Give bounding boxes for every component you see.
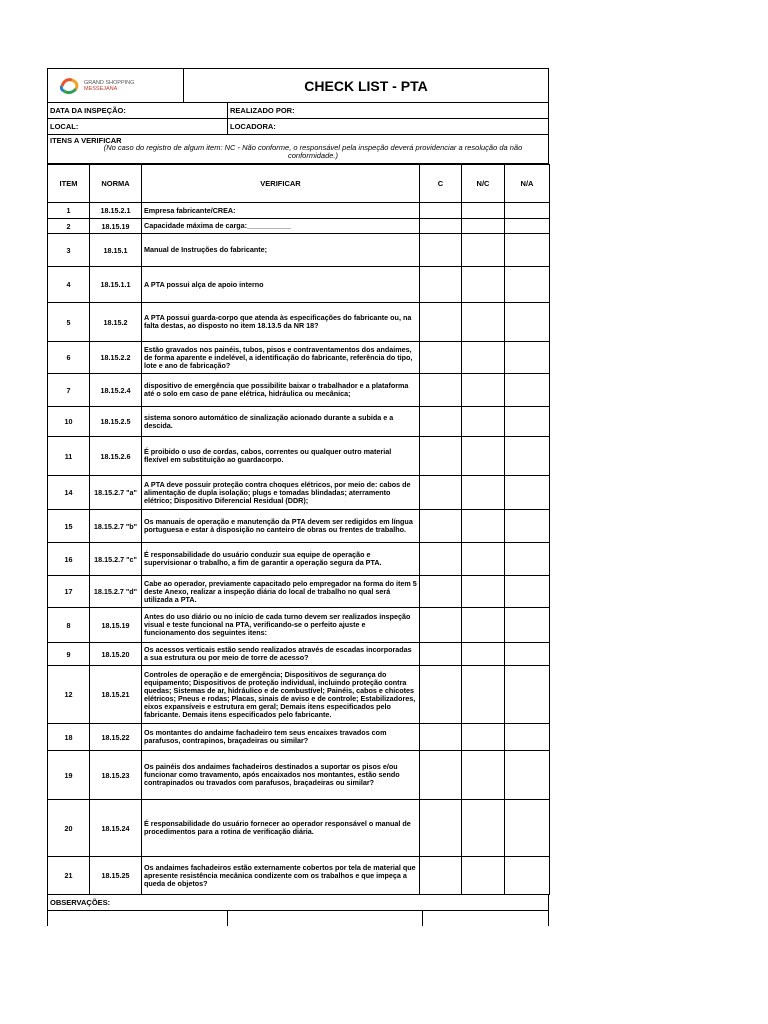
table-row xyxy=(48,203,550,219)
realizado-por-field[interactable]: REALIZADO POR: xyxy=(230,106,295,115)
check-na-cell[interactable] xyxy=(505,437,550,476)
column-header-c: C xyxy=(420,165,462,203)
check-c-cell[interactable] xyxy=(420,608,462,643)
check-nc-cell[interactable] xyxy=(462,342,505,374)
check-nc-cell[interactable] xyxy=(462,800,505,857)
norma-code: 18.15.24 xyxy=(90,800,142,857)
check-nc-cell[interactable] xyxy=(462,666,505,724)
verificar-text: É responsabilidade do usuário fornecer ao operador responsável o manual de procedimentos para a rotina de verificação diária. xyxy=(142,800,420,857)
local-field[interactable]: LOCAL: xyxy=(48,119,228,134)
table-row xyxy=(48,437,550,476)
items-intro-title: ITENS A VERIFICAR xyxy=(50,136,122,145)
verificar-text: Cabe ao operador, previamente capacitado pelo empregador na forma do item 5 deste Anexo, realizar a inspeção diária do local de trabalho no qual será utilizada a PTA. xyxy=(142,576,420,608)
column-header-verificar: VERIFICAR xyxy=(142,165,420,203)
item-number: 19 xyxy=(48,751,90,800)
table-row xyxy=(48,407,550,437)
column-header-item: ITEM xyxy=(48,165,90,203)
check-nc-cell[interactable] xyxy=(462,510,505,543)
item-number: 5 xyxy=(48,303,90,342)
verificar-text: É responsabilidade do usuário conduzir sua equipe de operação e supervisionar o trabalho, a fim de garantir a operação segura da PTA. xyxy=(142,543,420,576)
table-row xyxy=(48,608,550,643)
norma-code: 18.15.2.7 "c" xyxy=(90,543,142,576)
check-na-cell[interactable] xyxy=(505,857,550,895)
norma-code: 18.15.22 xyxy=(90,724,142,751)
check-nc-cell[interactable] xyxy=(462,543,505,576)
check-nc-cell[interactable] xyxy=(462,437,505,476)
header xyxy=(47,68,549,103)
item-number: 7 xyxy=(48,374,90,407)
table-row xyxy=(48,267,550,303)
check-c-cell[interactable] xyxy=(420,800,462,857)
verificar-text: Empresa fabricante/CREA: xyxy=(142,203,420,219)
check-na-cell[interactable] xyxy=(505,724,550,751)
checklist-sheet xyxy=(47,68,549,926)
items-intro-note: (No caso do registro de algum item: NC - Não conforme, o responsável pela inspeção deverá providenciar a resolução da não conformidade.) xyxy=(103,143,523,160)
verificar-text: Manual de Instruções do fabricante; xyxy=(142,234,420,267)
table-row xyxy=(48,219,550,234)
check-nc-cell[interactable] xyxy=(462,407,505,437)
norma-code: 18.15.2 xyxy=(90,303,142,342)
table-row xyxy=(48,576,550,608)
check-c-cell[interactable] xyxy=(420,303,462,342)
check-na-cell[interactable] xyxy=(505,800,550,857)
norma-code: 18.15.2.2 xyxy=(90,342,142,374)
table-row xyxy=(48,800,550,857)
check-c-cell[interactable] xyxy=(420,234,462,267)
norma-code: 18.15.2.7 "a" xyxy=(90,476,142,510)
verificar-text: Os montantes do andaime fachadeiro tem seus encaixes travados com parafusos, contrapinos, braçadeiras ou similar? xyxy=(142,724,420,751)
norma-code: 18.15.2.5 xyxy=(90,407,142,437)
table-row xyxy=(48,666,550,724)
verificar-text: É proibido o uso de cordas, cabos, correntes ou qualquer outro material flexível em substituição ao guardacorpo. xyxy=(142,437,420,476)
page-title: CHECK LIST - PTA xyxy=(304,77,428,94)
check-na-cell[interactable] xyxy=(505,510,550,543)
check-na-cell[interactable] xyxy=(505,219,550,234)
check-na-cell[interactable] xyxy=(505,608,550,643)
norma-code: 18.15.2.1 xyxy=(90,203,142,219)
verificar-text: Controles de operação e de emergência; Dispositivos de segurança do equipamento; Dispositivos de proteção individual, incluindo proteção contra quedas; Sistemas de ar, hidráulico e de combustível; Painéis, cabos e chicotes elétricos; Pneus e rodas; Placas, sinais de aviso e de controle; Estabilizadores, eixos expansíveis e estrutura em geral; Demais itens especificados pelo fabricante. Demais itens especificados pelo fabricante. xyxy=(142,666,420,724)
table-row xyxy=(48,510,550,543)
check-nc-cell[interactable] xyxy=(462,267,505,303)
item-number: 3 xyxy=(48,234,90,267)
check-na-cell[interactable] xyxy=(505,234,550,267)
check-na-cell[interactable] xyxy=(505,476,550,510)
check-na-cell[interactable] xyxy=(505,543,550,576)
check-nc-cell[interactable] xyxy=(462,643,505,666)
item-number: 1 xyxy=(48,203,90,219)
verificar-text: A PTA deve possuir proteção contra choques elétricos, por meio de: cabos de alimentação de dupla isolação; plugs e tomadas blindadas; aterramento elétrico; Dispositivo Diferencial Residual (DDR); xyxy=(142,476,420,510)
verificar-text: dispositivo de emergência que possibilite baixar o trabalhador e a plataforma até o solo em caso de pane elétrica, hidráulica ou mecânica; xyxy=(142,374,420,407)
check-nc-cell[interactable] xyxy=(462,857,505,895)
norma-code: 18.15.19 xyxy=(90,608,142,643)
check-na-cell[interactable] xyxy=(505,407,550,437)
item-number: 18 xyxy=(48,724,90,751)
item-number: 10 xyxy=(48,407,90,437)
verificar-text: Capacidade máxima de carga:___________ xyxy=(142,219,420,234)
check-nc-cell[interactable] xyxy=(462,374,505,407)
table-row xyxy=(48,857,550,895)
table-row xyxy=(48,374,550,407)
check-nc-cell[interactable] xyxy=(462,751,505,800)
verificar-text: Os andaimes fachadeiros estão externamente cobertos por tela de material que apresente resistência mecânica condizente com os trabalhos e que impeça a queda de objetos? xyxy=(142,857,420,895)
check-c-cell[interactable] xyxy=(420,219,462,234)
norma-code: 18.15.20 xyxy=(90,643,142,666)
item-number: 12 xyxy=(48,666,90,724)
check-na-cell[interactable] xyxy=(505,751,550,800)
item-number: 4 xyxy=(48,267,90,303)
norma-code: 18.15.1 xyxy=(90,234,142,267)
table-header-row xyxy=(48,165,550,203)
check-nc-cell[interactable] xyxy=(462,724,505,751)
table-row xyxy=(48,543,550,576)
check-c-cell[interactable] xyxy=(420,724,462,751)
check-c-cell[interactable] xyxy=(420,374,462,407)
locadora-field[interactable]: LOCADORA: xyxy=(230,122,276,131)
logo-text: GRAND SHOPPING xyxy=(84,79,135,86)
check-c-cell[interactable] xyxy=(420,751,462,800)
table-row xyxy=(48,643,550,666)
check-c-cell[interactable] xyxy=(420,666,462,724)
norma-code: 18.15.23 xyxy=(90,751,142,800)
check-c-cell[interactable] xyxy=(420,643,462,666)
item-number: 9 xyxy=(48,643,90,666)
check-na-cell[interactable] xyxy=(505,643,550,666)
check-c-cell[interactable] xyxy=(420,342,462,374)
check-nc-cell[interactable] xyxy=(462,576,505,608)
check-nc-cell[interactable] xyxy=(462,608,505,643)
check-c-cell[interactable] xyxy=(420,510,462,543)
logo-subtext: MESSEJANA xyxy=(84,85,118,92)
check-c-cell[interactable] xyxy=(420,267,462,303)
check-nc-cell[interactable] xyxy=(462,219,505,234)
check-c-cell[interactable] xyxy=(420,407,462,437)
norma-code: 18.15.25 xyxy=(90,857,142,895)
column-header-nc: N/C xyxy=(462,165,505,203)
verificar-text: Os painéis dos andaimes fachadeiros destinados a suportar os pisos e/ou funcionar como travamento, após encaixados nos montantes, estão sendo contrapinados ou travados com parafusos, braçadeiras ou similar? xyxy=(142,751,420,800)
table-row xyxy=(48,476,550,510)
item-number: 14 xyxy=(48,476,90,510)
norma-code: 18.15.1.1 xyxy=(90,267,142,303)
norma-code: 18.15.2.4 xyxy=(90,374,142,407)
data-inspecao-field[interactable]: DATA DA INSPEÇÃO: xyxy=(48,103,228,118)
table-row xyxy=(48,751,550,800)
item-number: 15 xyxy=(48,510,90,543)
item-number: 21 xyxy=(48,857,90,895)
checklist-table xyxy=(47,164,550,895)
norma-code: 18.15.19 xyxy=(90,219,142,234)
check-nc-cell[interactable] xyxy=(462,234,505,267)
verificar-text: Os manuais de operação e manutenção da PTA devem ser redigidos em língua portuguesa e estar à disposição no canteiro de obras ou frentes de trabalho. xyxy=(142,510,420,543)
check-na-cell[interactable] xyxy=(505,374,550,407)
check-nc-cell[interactable] xyxy=(462,476,505,510)
norma-code: 18.15.21 xyxy=(90,666,142,724)
item-number: 11 xyxy=(48,437,90,476)
verificar-text: Os acessos verticais estão sendo realizados através de escadas incorporadas a sua estrutura ou por meio de torre de acesso? xyxy=(142,643,420,666)
check-c-cell[interactable] xyxy=(420,576,462,608)
norma-code: 18.15.2.7 "b" xyxy=(90,510,142,543)
check-c-cell[interactable] xyxy=(420,203,462,219)
items-intro xyxy=(47,135,549,164)
table-row xyxy=(48,303,550,342)
check-c-cell[interactable] xyxy=(420,476,462,510)
item-number: 8 xyxy=(48,608,90,643)
verificar-text: A PTA possui alça de apoio interno xyxy=(142,267,420,303)
verificar-text: Estão gravados nos painéis, tubos, pisos e contraventamentos dos andaimes, de forma aparente e indelével, a identificação do fabricante, referência do tipo, lote e ano de fabricação? xyxy=(142,342,420,374)
check-na-cell[interactable] xyxy=(505,576,550,608)
grand-shopping-logo-icon xyxy=(60,77,80,95)
verificar-text: sistema sonoro automático de sinalização acionado durante a subida e a descida. xyxy=(142,407,420,437)
norma-code: 18.15.2.7 "d" xyxy=(90,576,142,608)
check-na-cell[interactable] xyxy=(505,303,550,342)
check-c-cell[interactable] xyxy=(420,543,462,576)
logo xyxy=(48,69,184,102)
check-nc-cell[interactable] xyxy=(462,303,505,342)
info-row-2 xyxy=(47,119,549,135)
item-number: 20 xyxy=(48,800,90,857)
table-row xyxy=(48,724,550,751)
item-number: 16 xyxy=(48,543,90,576)
check-na-cell[interactable] xyxy=(505,267,550,303)
norma-code: 18.15.2.6 xyxy=(90,437,142,476)
column-header-norma: NORMA xyxy=(90,165,142,203)
check-na-cell[interactable] xyxy=(505,203,550,219)
check-na-cell[interactable] xyxy=(505,342,550,374)
check-c-cell[interactable] xyxy=(420,857,462,895)
table-row xyxy=(48,234,550,267)
check-na-cell[interactable] xyxy=(505,666,550,724)
check-c-cell[interactable] xyxy=(420,437,462,476)
check-nc-cell[interactable] xyxy=(462,203,505,219)
observacoes-area[interactable] xyxy=(47,911,549,926)
info-row-1 xyxy=(47,103,549,119)
item-number: 17 xyxy=(48,576,90,608)
observacoes-label: OBSERVAÇÕES: xyxy=(47,895,549,911)
verificar-text: A PTA possui guarda-corpo que atenda às especificações do fabricante ou, na falta destas, ao disposto no item 18.13.5 da NR 18? xyxy=(142,303,420,342)
table-row xyxy=(48,342,550,374)
item-number: 6 xyxy=(48,342,90,374)
item-number: 2 xyxy=(48,219,90,234)
verificar-text: Antes do uso diário ou no início de cada turno devem ser realizados inspeção visual e teste funcional na PTA, verificando-se o perfeito ajuste e funcionamento dos seguintes itens: xyxy=(142,608,420,643)
column-header-na: N/A xyxy=(505,165,550,203)
